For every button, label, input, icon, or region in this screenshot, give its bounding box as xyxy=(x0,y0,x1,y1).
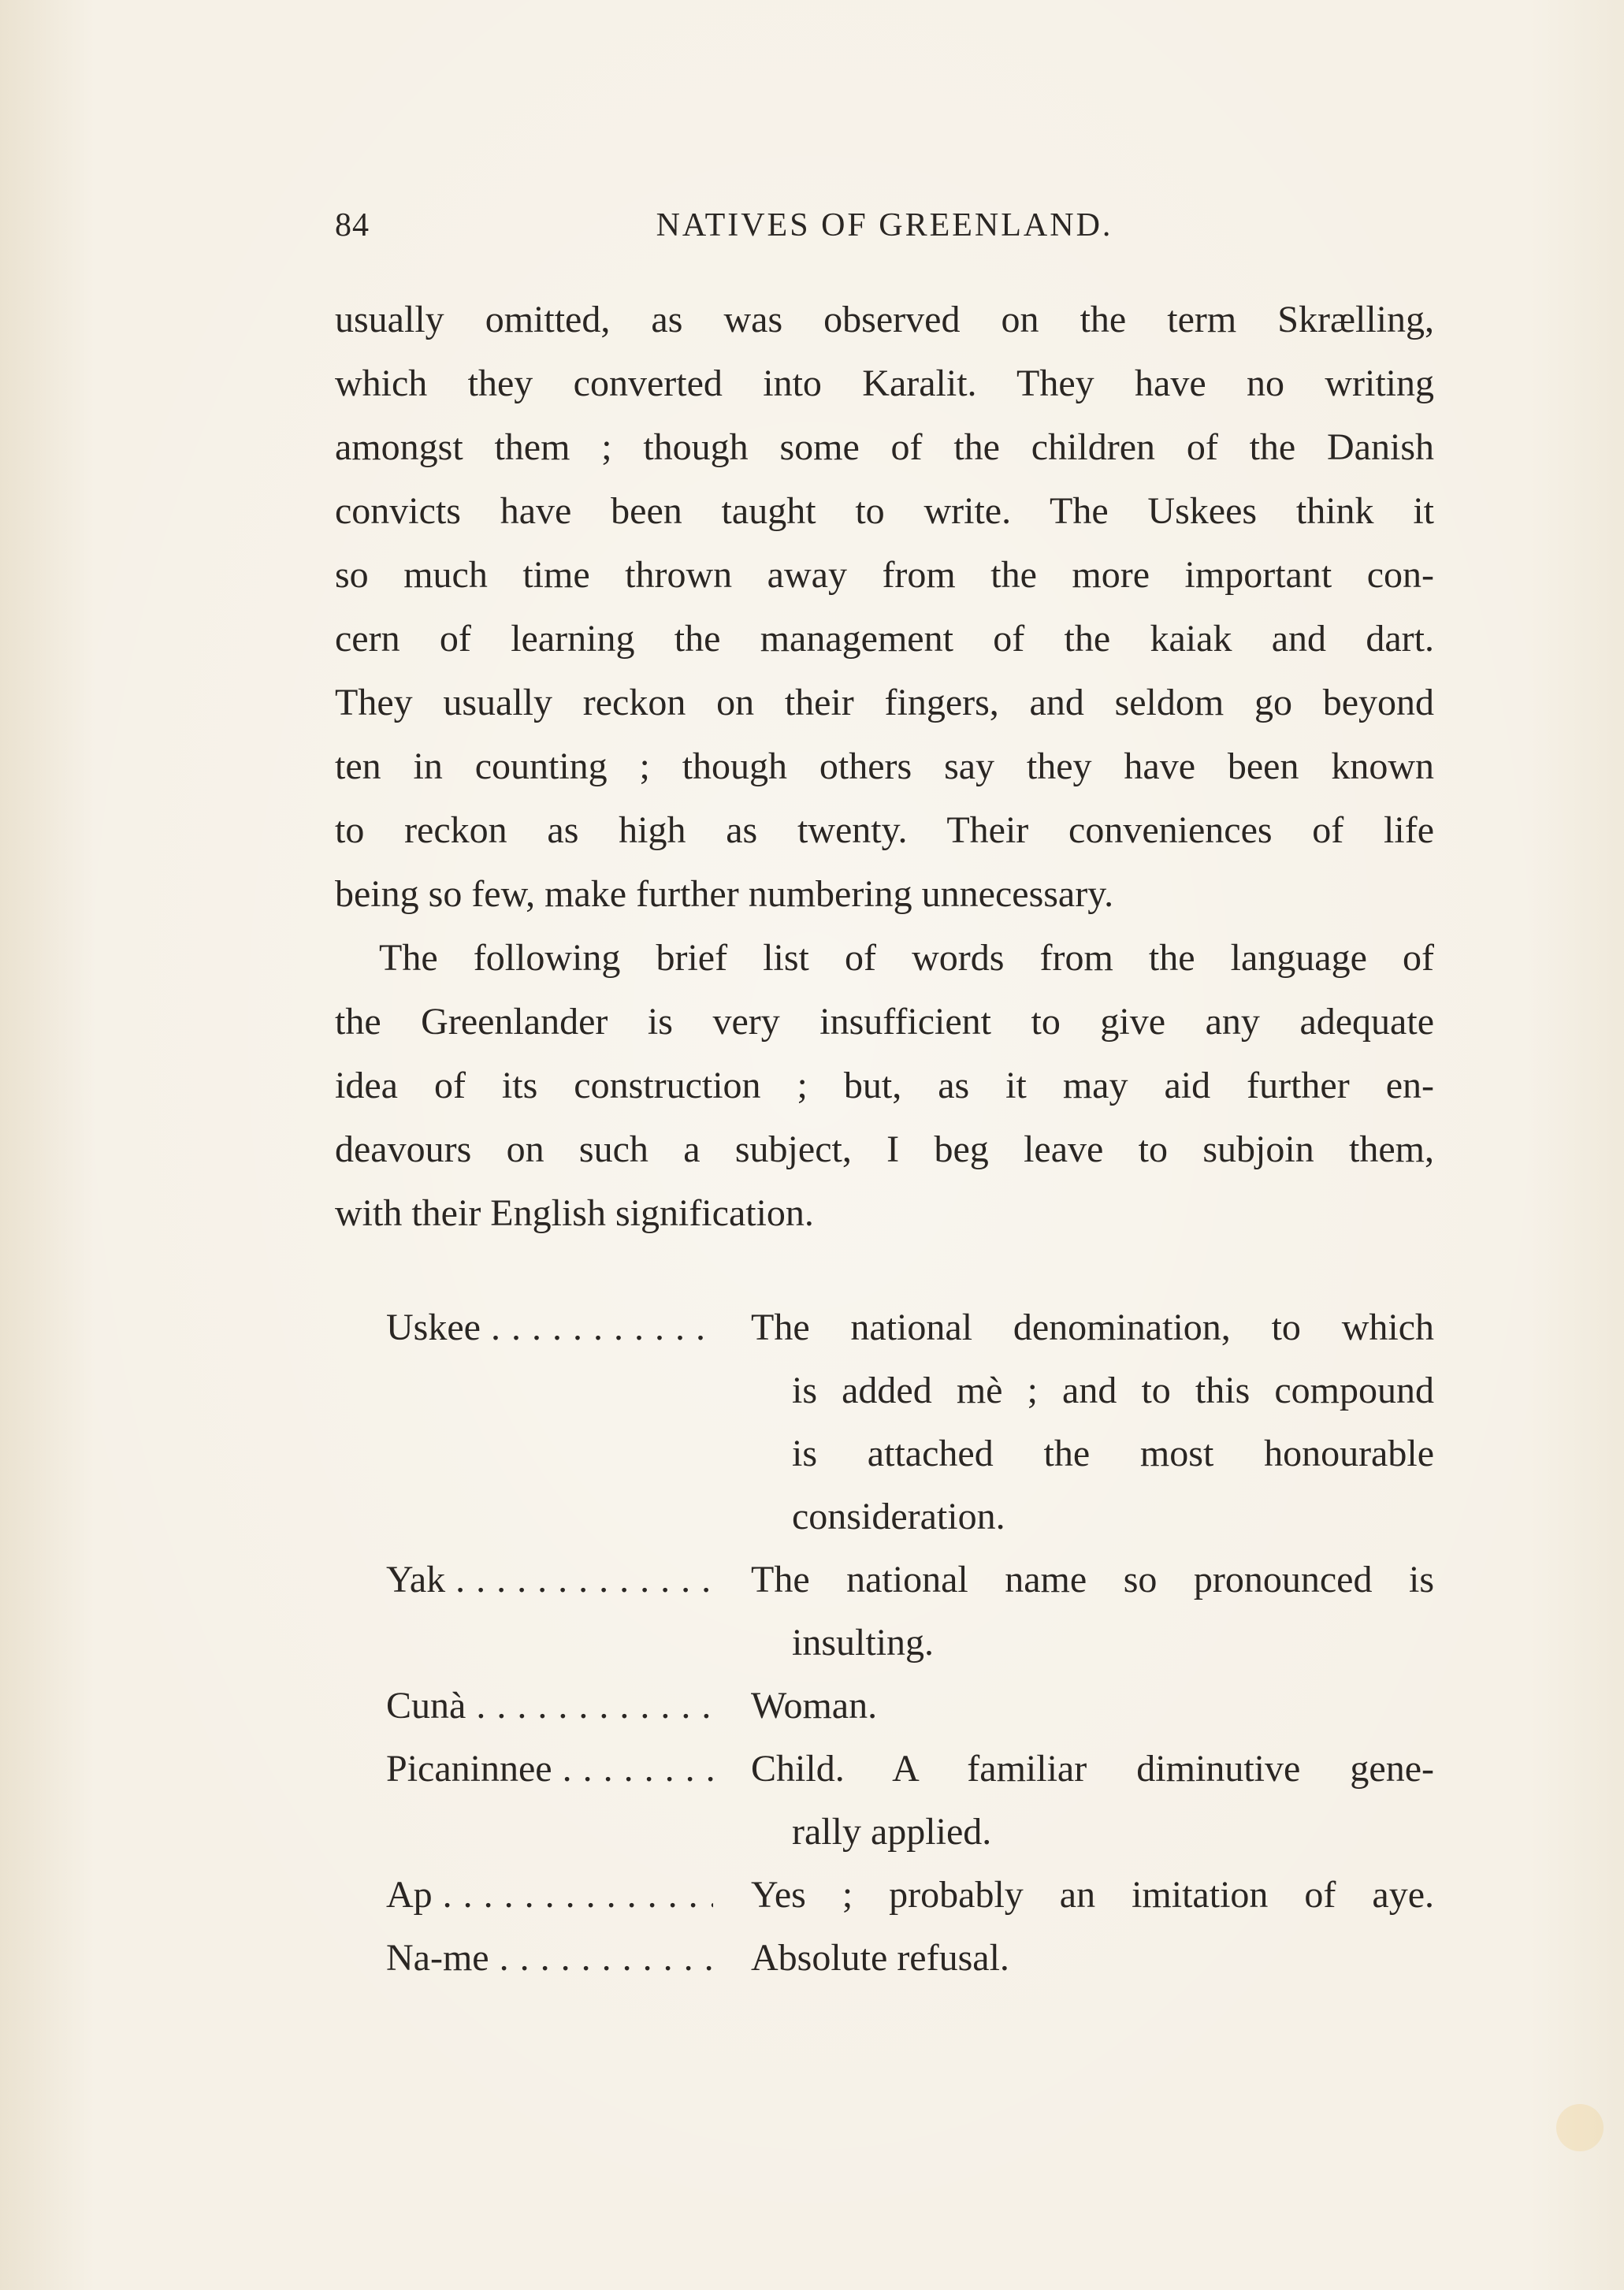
definition-line: Yes ; probably an imitation of aye. xyxy=(751,1874,1434,1916)
vocab-definition xyxy=(751,1927,1434,1990)
text-line: amongst them ; though some of the children of the Danish xyxy=(335,426,1434,468)
text-line: with their English signification. xyxy=(335,1192,814,1234)
text-line: to reckon as high as twenty. Their conveniences of life xyxy=(335,809,1434,851)
text-line: convicts have been taught to write. The Uskees think it xyxy=(335,490,1434,532)
definition-line: Child. A familiar diminutive gene- xyxy=(751,1748,1434,1790)
text-line: which they converted into Karalit. They have no writing xyxy=(335,362,1434,404)
vocab-definition xyxy=(751,1864,1434,1927)
page-number: 84 xyxy=(335,207,370,243)
vocab-entry xyxy=(335,1675,1434,1738)
text-line: cern of learning the management of the kaiak and dart. xyxy=(335,618,1434,660)
paper-stain xyxy=(1556,2104,1604,2151)
definition-line: is attached the most honourable xyxy=(792,1433,1434,1474)
vocab-entry xyxy=(335,1738,1434,1864)
paragraph-2 xyxy=(335,926,1434,1245)
text-line: so much time thrown away from the more important con- xyxy=(335,554,1434,596)
definition-line: insulting. xyxy=(792,1622,935,1664)
text-line: The following brief list of words from the language of xyxy=(379,937,1434,979)
definition-line: Absolute refusal. xyxy=(751,1937,1009,1979)
text-line: the Greenlander is very insufficient to give any adequate xyxy=(335,1001,1434,1043)
vocab-entry xyxy=(335,1548,1434,1675)
text-line: They usually reckon on their fingers, and seldom go beyond xyxy=(335,682,1434,723)
definition-line: The national denomination, to which xyxy=(751,1307,1434,1348)
vocab-definition xyxy=(751,1548,1434,1675)
vocab-definition xyxy=(751,1675,1434,1738)
vocab-term: Na-me . . . xyxy=(335,1927,713,1990)
text-line: usually omitted, as was observed on the term Skrælling, xyxy=(335,299,1434,340)
vocab-entry xyxy=(335,1927,1434,1990)
definition-line: The national name so pronounced is xyxy=(751,1559,1434,1600)
body-text xyxy=(335,288,1434,1245)
vocab-term: Cunà . . . xyxy=(335,1675,713,1738)
vocab-entry xyxy=(335,1864,1434,1927)
text-line: deavours on such a subject, I beg leave to subjoin them, xyxy=(335,1128,1434,1170)
definition-line: Woman. xyxy=(751,1685,878,1727)
vocab-definition xyxy=(751,1738,1434,1864)
definition-line: consideration. xyxy=(792,1496,1005,1537)
vocab-term: Uskee . . . xyxy=(335,1296,713,1359)
running-title: NATIVES OF GREENLAND. xyxy=(656,207,1113,243)
vocab-entry xyxy=(335,1296,1434,1548)
vocab-definition xyxy=(751,1296,1434,1548)
running-head xyxy=(335,206,1434,254)
definition-line: is added mè ; and to this compound xyxy=(792,1370,1434,1411)
vocab-term: Ap . . . xyxy=(335,1864,713,1927)
definition-line: rally applied. xyxy=(792,1811,992,1853)
paragraph-1 xyxy=(335,288,1434,926)
text-line: being so few, make further numbering unnecessary. xyxy=(335,873,1114,915)
vocab-term: Yak . . . xyxy=(335,1548,713,1612)
vocabulary-list xyxy=(335,1296,1434,1990)
text-line: idea of its construction ; but, as it may aid further en- xyxy=(335,1065,1434,1106)
text-line: ten in counting ; though others say they have been known xyxy=(335,745,1434,787)
vocab-term: Picaninnee . . . xyxy=(335,1738,713,1801)
